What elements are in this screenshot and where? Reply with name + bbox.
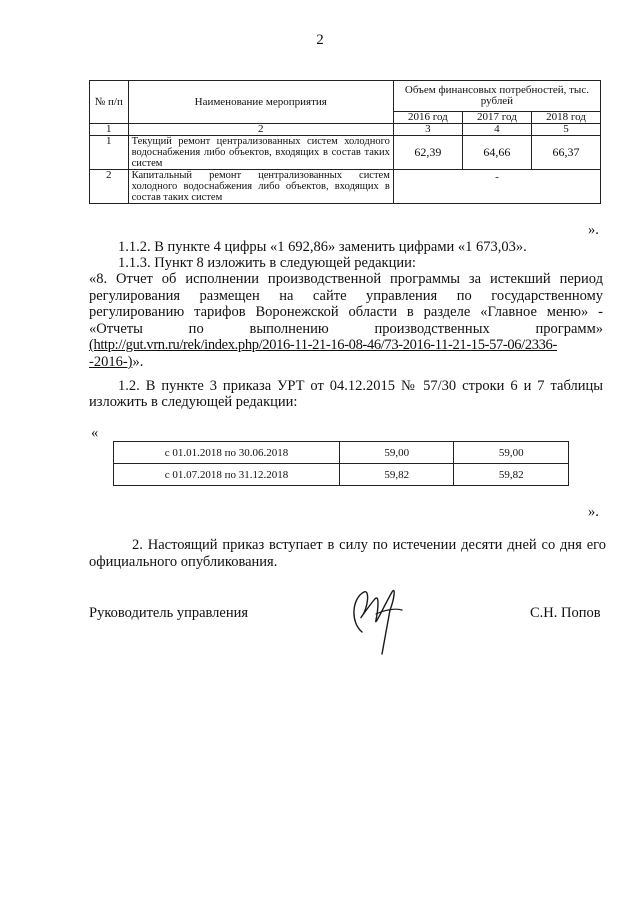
quote-line-2: регулирования размещен на сайте управления по государственному: [89, 288, 603, 304]
tariff-value: 59,00: [454, 442, 569, 464]
tariff-value: 59,82: [454, 464, 569, 486]
row-value: 64,66: [462, 136, 531, 170]
paragraph-2-line-1: 2. Настоящий приказ вступает в силу по истечении десяти дней со дня его: [132, 537, 606, 553]
tariff-period: с 01.07.2018 по 31.12.2018: [114, 464, 340, 486]
header-year-2018: 2018 год: [531, 112, 600, 124]
table2-open-quote: «: [91, 425, 99, 441]
paragraph-1-2-line-1: 1.2. В пункте 3 приказа УРТ от 04.12.2015 № 57/30 строки 6 и 7 таблицы: [118, 378, 603, 394]
table-row: [90, 170, 601, 204]
row-num: 1: [90, 136, 129, 170]
financial-needs-table: [89, 80, 601, 204]
table-row: [114, 464, 569, 486]
index-cell: 2: [128, 124, 393, 136]
page-number: 2: [316, 32, 324, 48]
tariff-table: [113, 441, 569, 486]
quote-line-4: «Отчеты по выполнению производственных программ»: [89, 321, 603, 337]
quote-line-3: регулированию тарифов Воронежской области в разделе «Главное меню» -: [89, 304, 603, 320]
table2-close-quote: ».: [588, 504, 599, 520]
url-line-2-tail: ».: [132, 354, 144, 370]
tariff-value: 59,00: [339, 442, 454, 464]
quote-line-1: «8. Отчет об исполнении производственной программы за истекший период: [89, 271, 603, 287]
url-link-line-2[interactable]: -2016-): [89, 354, 133, 370]
row-value: 62,39: [393, 136, 462, 170]
header-name: Наименование мероприятия: [128, 81, 393, 124]
header-num: № п/п: [90, 81, 129, 124]
index-cell: 5: [531, 124, 600, 136]
signer-name: С.Н. Попов: [530, 605, 601, 621]
row-dash: -: [393, 170, 600, 204]
signer-title: Руководитель управления: [89, 605, 249, 621]
index-cell: 4: [462, 124, 531, 136]
index-cell: 1: [90, 124, 129, 136]
header-year-2016: 2016 год: [393, 112, 462, 124]
table1-close-quote: ».: [588, 222, 599, 238]
row-num: 2: [90, 170, 129, 204]
paragraph-1-2-line-2: изложить в следующей редакции:: [89, 394, 298, 410]
row-name: Капитальный ремонт централизованных систем холодного водоснабжения либо объектов, входящих в состав таких систем: [128, 170, 393, 204]
signature-image: [340, 570, 420, 660]
tariff-period: с 01.01.2018 по 30.06.2018: [114, 442, 340, 464]
table-row: [90, 136, 601, 170]
row-value: 66,37: [531, 136, 600, 170]
row-name: Текущий ремонт централизованных систем холодного водоснабжения либо объектов, входящих в состав таких систем: [128, 136, 393, 170]
paragraph-1-1-2: 1.1.2. В пункте 4 цифры «1 692,86» заменить цифрами «1 673,03».: [118, 239, 527, 255]
paragraph-1-1-3: 1.1.3. Пункт 8 изложить в следующей редакции:: [118, 255, 416, 271]
table-row: [114, 442, 569, 464]
tariff-value: 59,82: [339, 464, 454, 486]
header-year-2017: 2017 год: [462, 112, 531, 124]
paragraph-2-line-2: официального опубликования.: [89, 554, 278, 570]
header-finance: Объем финансовых потребностей, тыс. рублей: [393, 81, 600, 112]
url-link-line-1[interactable]: (http://gut.vrn.ru/rek/index.php/2016-11-21-16-08-46/73-2016-11-21-15-57-06/2336-: [89, 337, 557, 353]
index-cell: 3: [393, 124, 462, 136]
url-line-2: [89, 355, 143, 370]
